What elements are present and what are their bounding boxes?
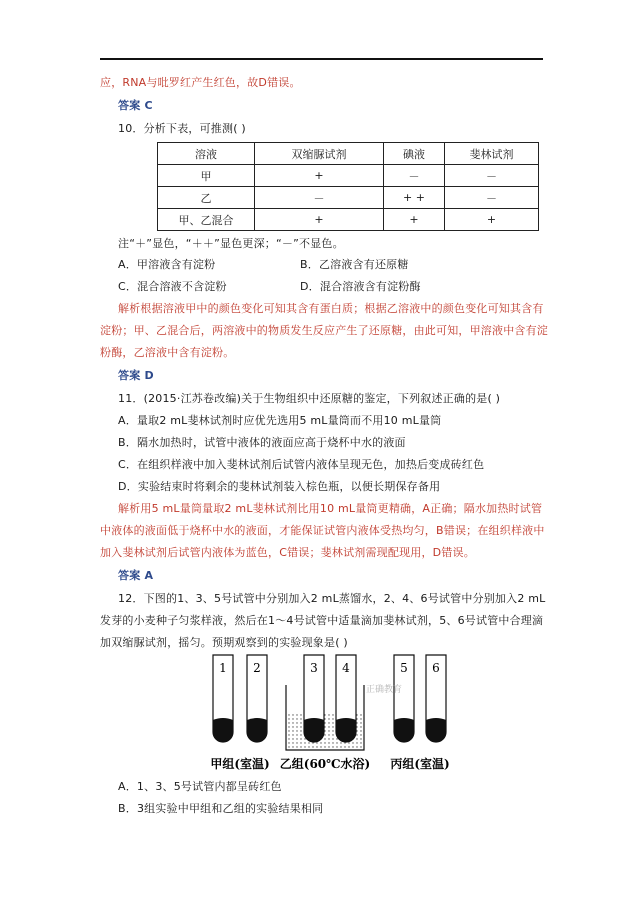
table-cell: － (445, 187, 539, 209)
q11-option-b: B．隔水加热时，试管中液体的液面应高于烧杯中水的液面 (118, 436, 406, 449)
table-cell: － (384, 165, 445, 187)
q10-note: 注“＋”显色，“＋＋”显色更深；“－”不显色。 (118, 237, 344, 250)
q10-option-c: C．混合溶液不含淀粉 (118, 280, 227, 293)
answer-q9 (118, 99, 153, 113)
q10-analysis-line: 粉酶，乙溶液中含有淀粉。 (100, 346, 235, 359)
table-cell: － (445, 165, 539, 187)
q10-option-d: D．混合溶液含有淀粉酶 (300, 280, 421, 293)
q12-option-b: B．3组实验中甲组和乙组的实验结果相同 (118, 802, 324, 815)
table-header-cell: 溶液 (158, 143, 255, 165)
table-row (158, 187, 539, 209)
table-cell: 甲、乙混合 (158, 209, 255, 231)
table-header-row (158, 143, 539, 165)
tube-number: 4 (342, 661, 350, 675)
table-row (158, 165, 539, 187)
answer-value: A (144, 569, 154, 582)
q11-option-d: D．实验结束时将剩余的斐林试剂装入棕色瓶，以便长期保存备用 (118, 480, 441, 493)
table-cell: + (255, 165, 384, 187)
table-cell: + (384, 209, 445, 231)
table-cell: + (255, 209, 384, 231)
q11-analysis-line: 解析用5 mL量筒量取2 mL斐林试剂比用10 mL量筒更精确，A正确；隔水加热时试管 (118, 502, 543, 515)
q10-analysis-line: 淀粉；甲、乙混合后，两溶液中的物质发生反应产生了还原糖，由此可知，甲溶液中含有淀 (100, 324, 548, 337)
q12-stem-line: 加双缩脲试剂，摇匀。预期观察到的实验现象是( ) (100, 636, 348, 649)
q10-option-a: A．甲溶液含有淀粉 (118, 258, 216, 271)
tube-number: 3 (310, 661, 318, 675)
table-header-cell: 碘液 (384, 143, 445, 165)
table-cell: + (445, 209, 539, 231)
answer-label: 答案 (118, 569, 141, 582)
tube-number: 2 (253, 661, 261, 675)
answer-value: C (144, 99, 153, 112)
group-label-jia: 甲组(室温) (210, 757, 270, 771)
answer-label: 答案 (118, 369, 141, 382)
table-cell: + + (384, 187, 445, 209)
q12-stem-line: 12．下图的1、3、5号试管中分别加入2 mL蒸馏水，2、4、6号试管中分别加入2 mL (118, 592, 546, 605)
prev-analysis-tail: 应，RNA与吡罗红产生红色，故D错误。 (100, 76, 301, 89)
q10-analysis-line: 解析根据溶液甲中的颜色变化可知其含有蛋白质；根据乙溶液中的颜色变化可知其含有 (118, 302, 544, 315)
watermark: 正确教育 (366, 685, 403, 695)
q11-stem: 11．(2015·江苏卷改编)关于生物组织中还原糖的鉴定，下列叙述正确的是( ) (118, 392, 501, 405)
q11-analysis-line: 中液体的液面低于烧杯中水的液面，才能保证试管内液体受热均匀，B错误；在组织样液中 (100, 524, 545, 537)
answer-q11 (118, 569, 153, 583)
answer-label: 答案 (118, 99, 141, 112)
q10-stem: 10．分析下表，可推测( ) (118, 122, 246, 135)
q10-option-b: B．乙溶液含有还原糖 (300, 258, 409, 271)
test-tube-figure (200, 650, 460, 775)
q10-table (157, 142, 539, 231)
answer-value: D (144, 369, 154, 382)
table-row (158, 209, 539, 231)
table-header-cell: 斐林试剂 (445, 143, 539, 165)
tube-number: 5 (400, 661, 408, 675)
q11-option-a: A．量取2 mL斐林试剂时应优先选用5 mL量筒而不用10 mL量筒 (118, 414, 442, 427)
answer-q10 (118, 369, 154, 383)
q12-stem-line: 发芽的小麦种子匀浆样液，然后在1～4号试管中适量滴加斐林试剂，5、6号试管中合理滴 (100, 614, 544, 627)
tube-number: 6 (432, 661, 440, 675)
q12-option-a: A．1、3、5号试管内都呈砖红色 (118, 780, 282, 793)
table-cell: 甲 (158, 165, 255, 187)
header-rule (100, 58, 543, 60)
group-label-yi: 乙组(60℃水浴) (279, 757, 371, 771)
group-label-bing: 丙组(室温) (390, 757, 450, 771)
q11-option-c: C．在组织样液中加入斐林试剂后试管内液体呈现无色，加热后变成砖红色 (118, 458, 485, 471)
table-cell: 乙 (158, 187, 255, 209)
table-header-cell: 双缩脲试剂 (255, 143, 384, 165)
tube-number: 1 (219, 661, 227, 675)
table-cell: － (255, 187, 384, 209)
q11-analysis-line: 加入斐林试剂后试管内液体为蓝色，C错误；斐林试剂需现配现用，D错误。 (100, 546, 475, 559)
